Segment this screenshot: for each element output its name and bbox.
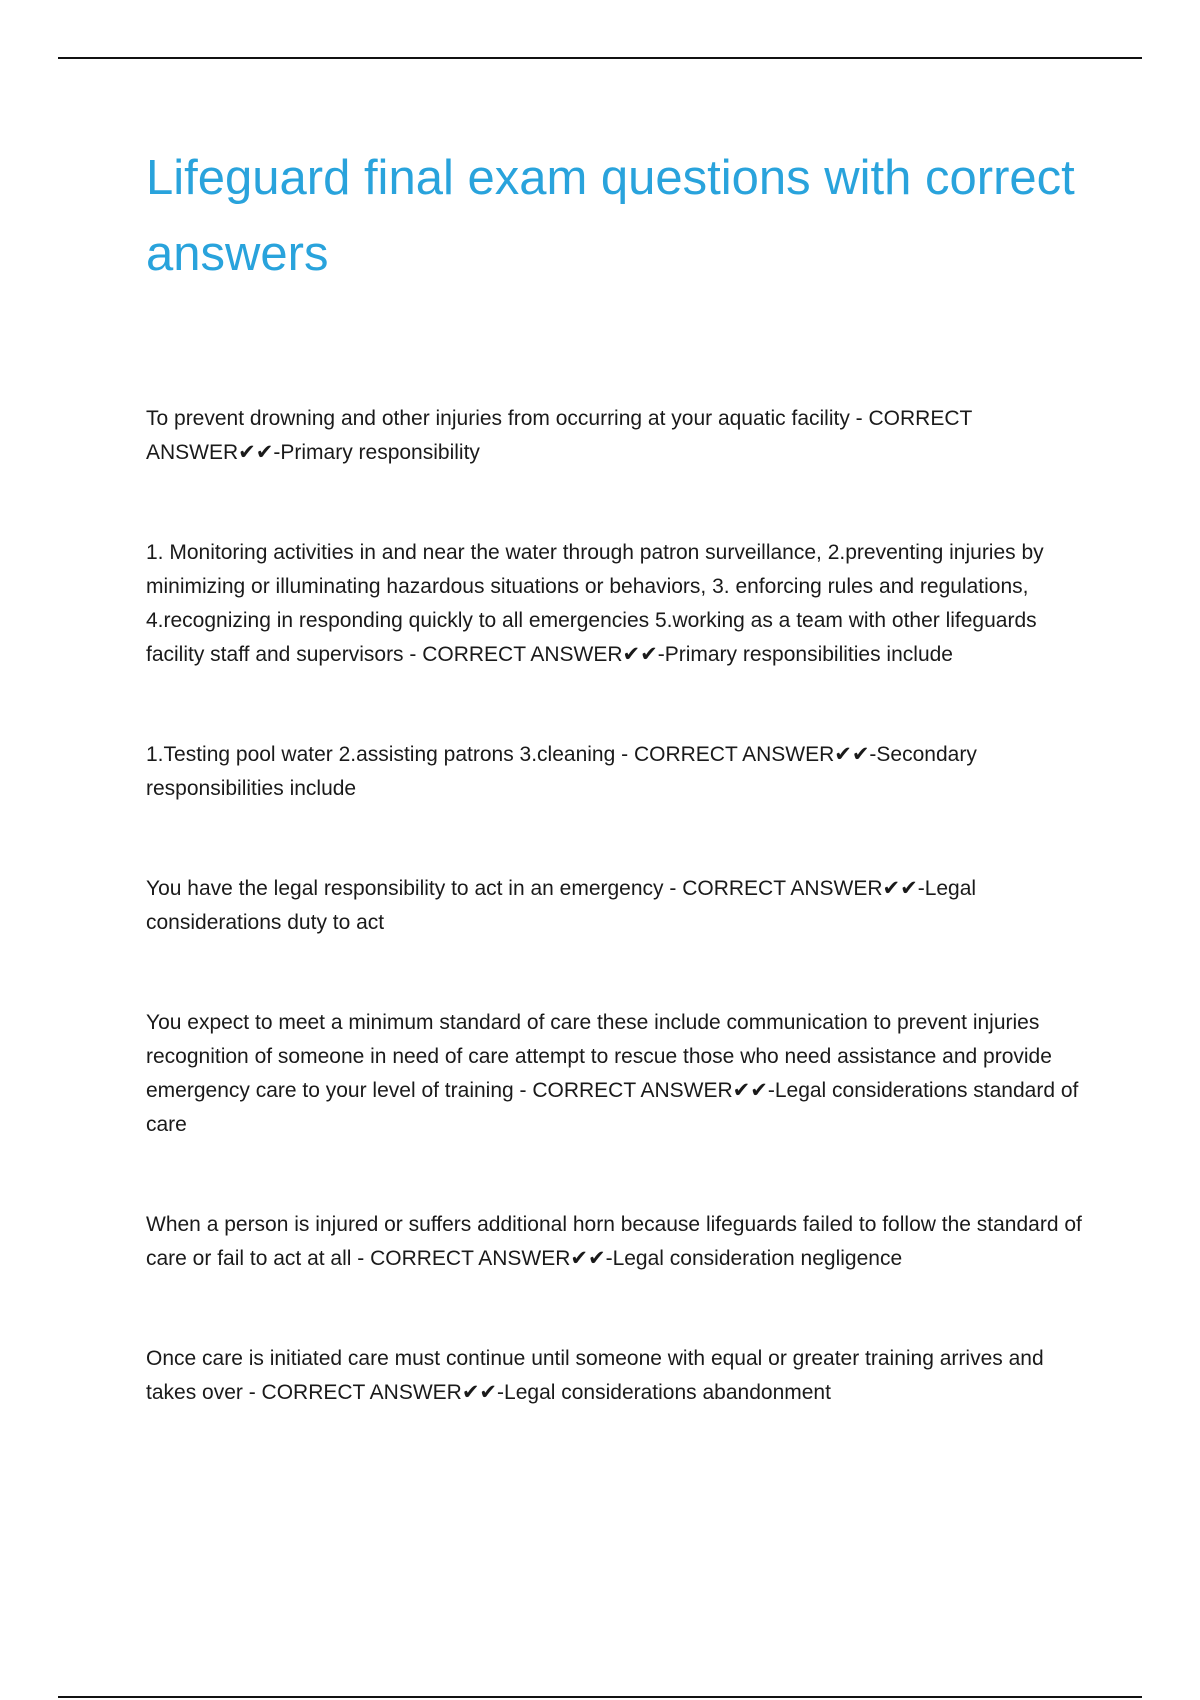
qa-item: You expect to meet a minimum standard of care these include communication to prevent injuries recognition of someone in need of care attempt to rescue those who need assistance and provide emergency care to your level of training - CORRECT ANSWER✔✔-Legal considerations standard of care <box>146 1011 1079 1136</box>
qa-item: 1.Testing pool water 2.assisting patrons 3.cleaning - CORRECT ANSWER✔✔-Secondary responsibilities include <box>146 743 977 800</box>
qa-item: To prevent drowning and other injuries from occurring at your aquatic facility - CORRECT ANSWER✔✔-Primary responsibility <box>146 407 972 464</box>
page-title: Lifeguard final exam questions with correct answers <box>146 151 1075 281</box>
qa-item: Once care is initiated care must continue until someone with equal or greater training arrives and takes over - CORRECT ANSWER✔✔-Legal considerations abandonment <box>146 1347 1044 1404</box>
qa-item: When a person is injured or suffers additional horn because lifeguards failed to follow the standard of care or fail to act at all - CORRECT ANSWER✔✔-Legal consideration negligence <box>146 1213 1082 1270</box>
top-page-rule <box>58 57 1142 59</box>
document-body <box>146 140 1096 1476</box>
qa-item: 1. Monitoring activities in and near the water through patron surveillance, 2.preventing injuries by minimizing or illuminating hazardous situations or behaviors, 3. enforcing rules and regulations, 4.recognizing in responding quickly to all emergencies 5.working as a team with other lifeguards facility staff and supervisors - CORRECT ANSWER✔✔-Primary responsibilities include <box>146 541 1044 666</box>
qa-list <box>146 402 1096 1410</box>
qa-item: You have the legal responsibility to act in an emergency - CORRECT ANSWER✔✔-Legal considerations duty to act <box>146 877 977 934</box>
bottom-page-rule <box>58 1696 1142 1698</box>
